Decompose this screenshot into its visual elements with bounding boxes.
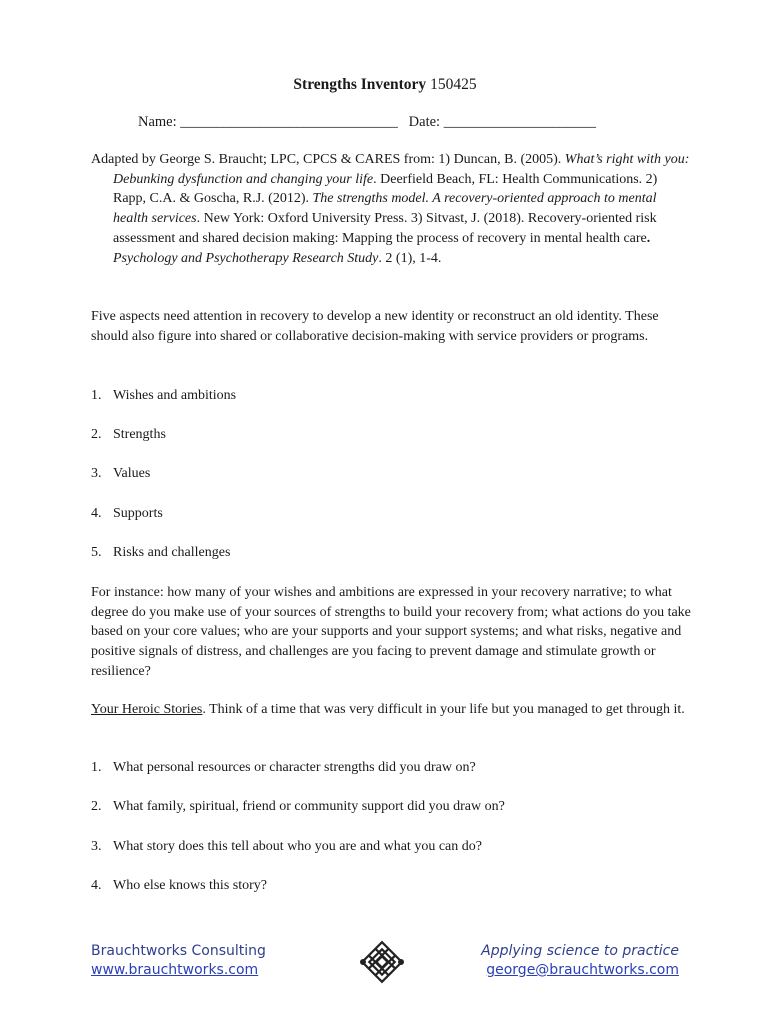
intro-paragraph: Five aspects need attention in recovery to develop a new identity or reconstruct an old identity. These should also figure into shared or collaborative decision-making with service providers or programs. [91, 309, 659, 344]
list-item [91, 466, 150, 482]
list-item [91, 878, 267, 894]
list-text: Supports [113, 506, 163, 521]
citation-italic1: What’s right with you: Debunking dysfunction and changing your life [113, 152, 690, 187]
list-number: 1. [91, 760, 102, 775]
list-text: What personal resources or character strengths did you draw on? [113, 760, 476, 775]
heroic-text: . Think of a time that was very difficult in your life but you managed to get through it. [202, 702, 685, 717]
citation-part4: . 2 (1), 1-4. [378, 250, 442, 266]
citation-part3: . New York: Oxford University Press. 3) Sitvast, J. (2018). Recovery-oriented risk assessment and shared decision making: Mapping the process of recovery in mental health care [113, 211, 657, 246]
list-item [91, 799, 505, 815]
list-number: 3. [91, 839, 102, 854]
heroic-heading: Your Heroic Stories [91, 702, 203, 717]
list-number: 4. [91, 506, 102, 521]
list-number: 2. [91, 427, 102, 442]
list-number: 4. [91, 878, 102, 893]
citation-part2: . Deerfield Beach, FL: Health Communications. 2) Rapp, C.A. & Goscha, R.J. (2012). [113, 171, 658, 207]
citation-part1: Adapted by George S. Braucht; LPC, CPCS & CARES from: 1) Duncan, B. (2005). [91, 152, 565, 167]
date-label: Date: [408, 114, 441, 130]
list-item [91, 760, 476, 776]
citation-italic2: The strengths model. A recovery-oriented approach to mental health services [113, 191, 657, 227]
list-text: Wishes and ambitions [113, 388, 237, 403]
list-item [91, 506, 163, 522]
citation-italic3: Psychology and Psychotherapy Research Study [113, 250, 379, 266]
list-item [91, 427, 166, 443]
citation-paragraph [91, 150, 691, 268]
tagline: Applying science to practice [481, 943, 679, 959]
list-text: What story does this tell about who you are and what you can do? [113, 839, 482, 854]
footer-right [481, 942, 679, 980]
list-text: What family, spiritual, friend or community support did you draw on? [113, 799, 505, 814]
citation-bold-dot: . [646, 230, 651, 246]
date-blank: _____________________ [443, 114, 596, 130]
list-item [91, 839, 482, 855]
footer-left [91, 942, 266, 980]
title-code: 150425 [430, 76, 477, 93]
list-text: Who else knows this story? [113, 878, 267, 893]
list-number: 5. [91, 545, 102, 560]
company-name: Brauchtworks Consulting [91, 943, 266, 959]
list-text: Risks and challenges [113, 545, 231, 560]
list-number: 1. [91, 388, 102, 403]
list-number: 2. [91, 799, 102, 814]
email-link[interactable]: george@brauchtworks.com [486, 962, 679, 978]
instance-paragraph: For instance: how many of your wishes and ambitions are expressed in your recovery narrative; to what degree do you make use of your sources of strengths to build your recovery from; what actions do you take based on your core values; who are your supports and your support systems; and what risks, negative and positive signals of distress, and challenges are you facing to prevent damage and stimulate growth or resilience? [91, 585, 691, 679]
document-title [0, 76, 770, 94]
list-item [91, 388, 236, 404]
list-number: 3. [91, 466, 102, 481]
website-link[interactable]: www.brauchtworks.com [91, 962, 259, 978]
heroic-paragraph [91, 700, 691, 720]
name-date-line [138, 114, 596, 131]
list-text: Strengths [113, 427, 166, 442]
list-item [91, 545, 230, 561]
celtic-knot-logo-icon [354, 938, 410, 986]
title-text: Strengths Inventory [293, 76, 427, 93]
name-label: Name: [138, 114, 177, 130]
name-blank: ______________________________ [180, 114, 398, 130]
list-text: Values [113, 466, 151, 481]
